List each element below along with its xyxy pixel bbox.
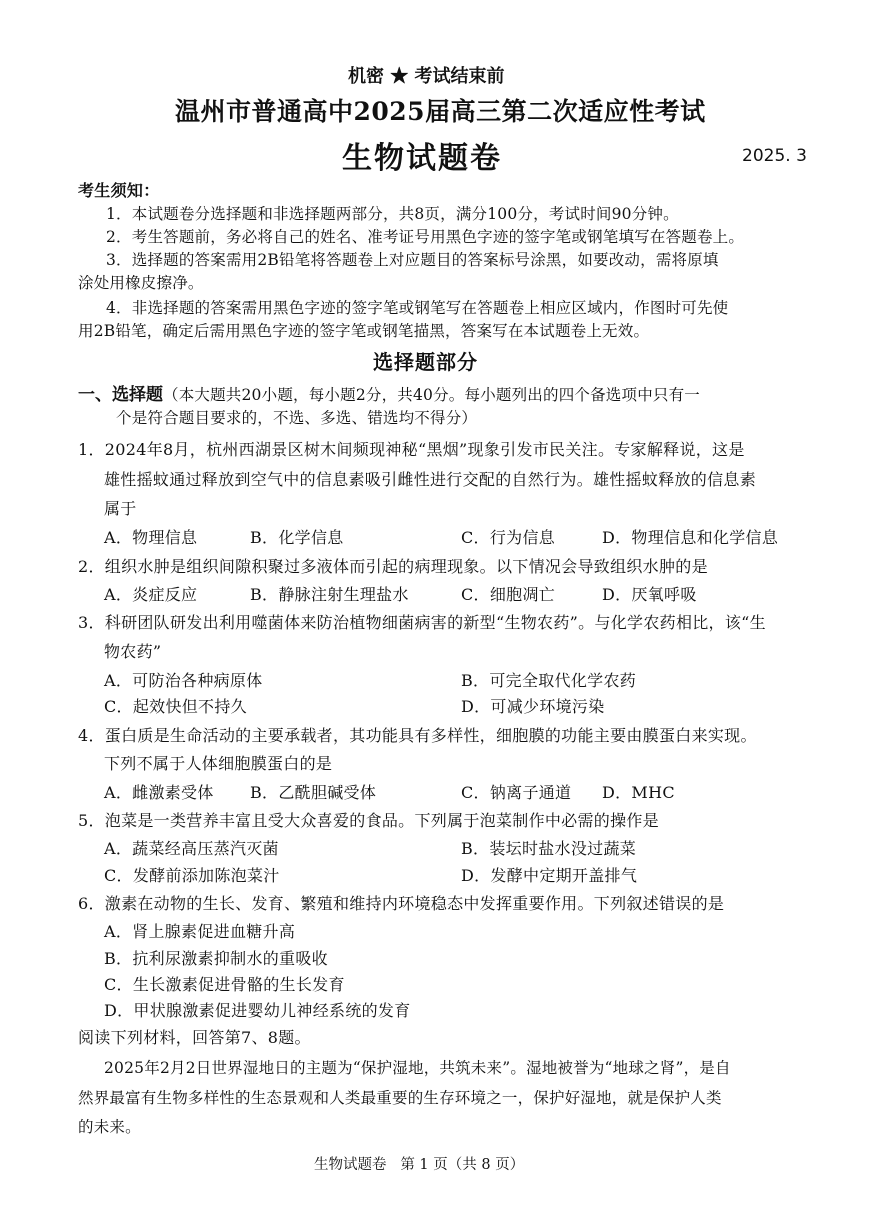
question-1-stem: 1．2024年8月，杭州西湖景区树木间频现神秘“黑烟”现象引发市民关注。专家解释说，这是 xyxy=(78,440,745,459)
confidential-label: 机密 ★ 考试结束前 xyxy=(348,66,505,87)
page-footer: 生物试题卷 第 1 页（共 8 页） xyxy=(314,1157,525,1173)
part-heading xyxy=(78,380,700,405)
question-3-stem: 物农药” xyxy=(104,642,162,661)
question-6-option-c[interactable]: C．生长激素促进骨骼的生长发育 xyxy=(104,975,345,994)
question-4-option-b[interactable]: B．乙酰胆碱受体 xyxy=(250,783,377,802)
question-2-stem: 2．组织水肿是组织间隙积聚过多液体而引起的病理现象。以下情况会导致组织水肿的是 xyxy=(78,557,708,576)
question-1-option-a[interactable]: A．物理信息 xyxy=(104,528,198,547)
part-note-continued: 个是符合题目要求的，不选、多选、错选均不得分） xyxy=(116,409,478,427)
reading-passage: 的未来。 xyxy=(78,1118,141,1136)
question-4-option-a[interactable]: A．雌激素受体 xyxy=(104,783,214,802)
section-title: 选择题部分 xyxy=(373,350,478,374)
question-6-option-a[interactable]: A．肾上腺素促进血糖升高 xyxy=(104,922,296,941)
question-3-option-c[interactable]: C．起效快但不持久 xyxy=(104,697,247,716)
notice-heading: 考生须知： xyxy=(78,181,160,200)
question-6-stem: 6．激素在动物的生长、发育、繁殖和维持内环境稳态中发挥重要作用。下列叙述错误的是 xyxy=(78,894,725,913)
question-4-option-c[interactable]: C．钠离子通道 xyxy=(461,783,572,802)
question-1-stem: 雄性摇蚊通过释放到空气中的信息素吸引雌性进行交配的自然行为。雄性摇蚊释放的信息素 xyxy=(104,470,757,489)
reading-passage: 然界最富有生物多样性的生态景观和人类最重要的生存环境之一，保护好湿地，就是保护人类 xyxy=(78,1089,722,1107)
question-3-option-a[interactable]: A．可防治各种病原体 xyxy=(104,671,263,690)
question-3-stem: 3．科研团队研发出利用噬菌体来防治植物细菌病害的新型“生物农药”。与化学农药相比，该“生 xyxy=(78,613,766,632)
notice-item: 涂处用橡皮擦净。 xyxy=(78,274,204,292)
question-2-option-b[interactable]: B．静脉注射生理盐水 xyxy=(250,585,409,604)
notice-item: 4．非选择题的答案需用黑色字迹的签字笔或钢笔写在答题卷上相应区域内，作图时可先使 xyxy=(106,299,729,317)
question-4-option-d[interactable]: D．MHC xyxy=(602,783,675,802)
notice-item: 1．本试题卷分选择题和非选择题两部分，共8页，满分100分，考试时间90分钟。 xyxy=(106,205,679,223)
notice-item: 3．选择题的答案需用2B铅笔将答题卷上对应题目的答案标号涂黑，如要改动，需将原填 xyxy=(106,251,719,269)
question-2-option-d[interactable]: D．厌氧呼吸 xyxy=(602,585,697,604)
question-3-option-b[interactable]: B．可完全取代化学农药 xyxy=(461,671,637,690)
notice-item: 2．考生答题前，务必将自己的姓名、准考证号用黑色字迹的签字笔或钢笔填写在答题卷上。 xyxy=(106,228,745,246)
question-1-option-b[interactable]: B．化学信息 xyxy=(250,528,344,547)
reading-intro: 阅读下列材料，回答第7、8题。 xyxy=(78,1028,311,1047)
question-6-option-b[interactable]: B．抗利尿激素抑制水的重吸收 xyxy=(104,949,328,968)
question-3-option-d[interactable]: D．可减少环境污染 xyxy=(461,697,605,716)
part-label: 一、选择题 xyxy=(78,385,163,405)
question-5-option-a[interactable]: A．蔬菜经高压蒸汽灭菌 xyxy=(104,839,279,858)
question-1-option-d[interactable]: D．物理信息和化学信息 xyxy=(602,528,779,547)
question-2-option-c[interactable]: C．细胞凋亡 xyxy=(461,585,556,604)
notice-item: 用2B铅笔，确定后需用黑色字迹的签字笔或钢笔描黑，答案写在本试题卷上无效。 xyxy=(78,322,650,340)
exam-title: 温州市普通高中2025届高三第二次适应性考试 xyxy=(175,97,706,126)
question-4-stem: 下列不属于人体细胞膜蛋白的是 xyxy=(104,754,333,773)
question-6-option-d[interactable]: D．甲状腺激素促进婴幼儿神经系统的发育 xyxy=(104,1001,411,1020)
part-note: （本大题共20小题，每小题2分，共40分。每小题列出的四个备选项中只有一 xyxy=(163,386,701,404)
question-5-option-d[interactable]: D．发酵中定期开盖排气 xyxy=(461,866,638,885)
exam-date: 2025. 3 xyxy=(742,146,807,166)
question-5-stem: 5．泡菜是一类营养丰富且受大众喜爱的食品。下列属于泡菜制作中必需的操作是 xyxy=(78,811,659,830)
question-2-option-a[interactable]: A．炎症反应 xyxy=(104,585,198,604)
question-5-option-c[interactable]: C．发酵前添加陈泡菜汁 xyxy=(104,866,280,885)
question-5-option-b[interactable]: B．装坛时盐水没过蔬菜 xyxy=(461,839,637,858)
question-1-option-c[interactable]: C．行为信息 xyxy=(461,528,556,547)
question-4-stem: 4．蛋白质是生命活动的主要承载者，其功能具有多样性，细胞膜的功能主要由膜蛋白来实现。 xyxy=(78,726,757,745)
question-1-stem: 属于 xyxy=(104,499,137,518)
reading-passage: 2025年2月2日世界湿地日的主题为“保护湿地，共筑未来”。湿地被誉为“地球之肾”，是自 xyxy=(104,1059,731,1077)
subject-title: 生物试题卷 xyxy=(342,141,502,176)
